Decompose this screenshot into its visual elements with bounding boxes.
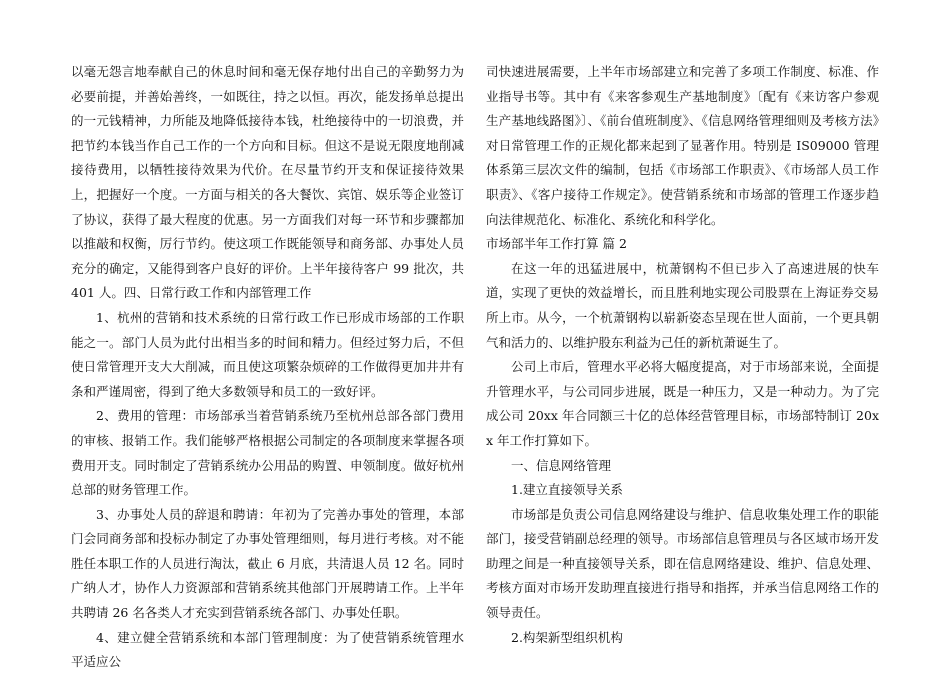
subheading-info-network: 一、信息网络管理 [511,457,612,473]
left-paragraph-1: 以毫无怨言地奉献自己的休息时间和毫无保存地付出自己的辛勤努力为必要前提，并善始善终，一如既往，持之以恒。再次，能发扬单总提出的一元钱精神，力所能及地降低接待本钱，杜绝接待中的一切浪费，并把节约本钱当作自己工作的一个方向和目标。但这不是说无限度地削减接待费用，以牺牲接待效果为代价。在尽量节约开支和保证接待效果上，把握好一个度。一方面与相关的各大餐饮、宾馆、娱乐等企业签订了协议，获得了最大程度的优惠。另一方面我们对每一环节和步骤都加以推敲和权衡，厉行节约。使这项工作既能领导和商务部、办事处人员充分的确定，又能得到客户良好的评价。上半年接待客户 99 批次，共 401 人。四、日常行政工作和内部管理工作 [71,64,464,301]
left-paragraph-3: 2、费用的管理：市场部承当着营销系统乃至杭州总部各部门费用的审核、报销工作。我们能够严格根据公司制定的各项制度来掌握各项费用开支。同时制定了营销系统办公用品的购置、申领制度。做好杭州总部的财务管理工作。 [71,408,464,498]
left-paragraph-4: 3、办事处人员的辞退和聘请：年初为了完善办事处的管理，本部门会同商务部和投标办制定了办事处管理细则，每月进行考核。对不能胜任本职工作的人员进行淘汰，截止 6 月底，共清退人员 12 名。同时广纳人才，协作人力资源部和营销系统其他部门开展聘请工作。上半年共聘请 26 名各类人才充实到营销系统各部门、办事处任职。 [71,506,464,621]
right-paragraph-7: 市场部是负责公司信息网络建设与维护、信息收集处理工作的职能部门，接受营销副总经理的领导。市场部信息管理员与各区域市场开发助理之间是一种直接领导关系，即在信息网络建设、维护、信息处理、考核方面对市场开发助理直接进行指导和指挥，并承当信息网络工作的领导责任。 [486,506,879,621]
right-paragraph-1: 司快速进展需要，上半年市场部建立和完善了多项工作制度、标准、作业指导书等。其中有《来客参观生产基地制度》〔配有《来访客户参观生产基地线路图》〕、《前台值班制度》、《信息网络管理细则及考核方法》对日常管理工作的正规化都来起到了显著作用。特别是 IS09000 管理体系第三层次文件的编制，包括《市场部工作职责》、《市场部人员工作职责》、《客户接待工作规定》。使营销系统和市场部的管理工作逐步趋向法律规范化、标准化、系统化和科学化。 [486,64,879,227]
right-paragraph-3: 在这一年的迅猛进展中，杭萧钢构不但已步入了高速进展的快车道，实现了更快的效益增长，而且胜利地实现公司股票在上海证券交易所上市。从今，一个杭萧钢构以崭新姿态呈现在世人面前，一个更具朝气和活力的、以维护股东利益为己任的新杭萧诞生了。 [486,260,879,350]
left-column [71,60,464,675]
section-heading: 市场部半年工作打算 篇 2 [486,236,627,252]
subheading-leadership: 1.建立直接领导关系 [511,482,623,498]
left-paragraph-2: 1、杭州的营销和技术系统的日常行政工作已形成市场部的工作职能之一。部门人员为此付出相当多的时间和精力。但经过努力后，不但使日常管理开支大大削减，而且使这项繁杂烦碎的工作做得更加井井有条和严谨周密，得到了绝大多数领导和员工的一致好评。 [71,309,464,399]
right-column [486,60,879,650]
right-paragraph-4: 公司上市后，管理水平必将大幅度提高，对于市场部来说，全面提升管理水平，与公司同步进展，既是一种压力，又是一种动力。为了完成公司 20xx 年合同额三十亿的总体经营管理目标，市场部特制订 20xx 年工作打算如下。 [486,359,879,448]
subheading-organization: 2.构架新型组织机构 [511,629,623,645]
left-paragraph-5: 4、建立健全营销系统和本部门管理制度：为了使营销系统管理水平适应公 [71,629,464,670]
